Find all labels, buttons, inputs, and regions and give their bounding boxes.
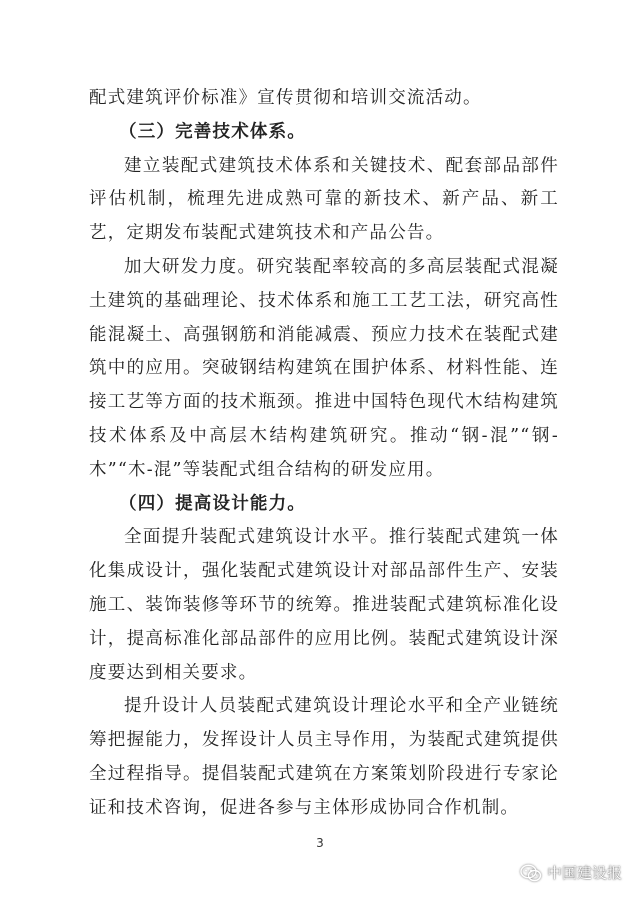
paragraph-tech-system: 建立装配式建筑技术体系和关键技术、配套部品部件评估机制，梳理先进成熟可靠的新技术、新产品、新工艺，定期发布装配式建筑技术和产品公告。 (89, 155, 559, 244)
wechat-icon (520, 864, 542, 882)
document-body (89, 82, 559, 826)
paragraph-research: 加大研发力度。研究装配率较高的多高层装配式混凝土建筑的基础理论、技术体系和施工工艺工法，研究高性能混凝土、高强钢筋和消能减震、预应力技术在装配式建筑中的应用。突破钢结构建筑在围护体系、材料性能、连接工艺等方面的技术瓶颈。推进中国特色现代木结构建筑技术体系及中高层木结构建筑研究。推动“钢-混”“钢-木”“木-混”等装配式组合结构的研发应用。 (89, 256, 559, 480)
section-heading-4: （四）提高设计能力。 (119, 493, 306, 514)
page-number: 3 (316, 836, 324, 850)
watermark (520, 862, 622, 883)
section-heading-3: （三）完善技术体系。 (119, 121, 306, 142)
watermark-text: 中国建设报 (546, 864, 622, 882)
paragraph-design-level: 全面提升装配式建筑设计水平。推行装配式建筑一体化集成设计，强化装配式建筑设计对部品部件生产、安装施工、装饰装修等环节的统筹。推进装配式建筑标准化设计，提高标准化部品部件的应用比例。装配式建筑设计深度要达到相关要求。 (89, 527, 559, 683)
paragraph-designer-ability: 提升设计人员装配式建筑设计理论水平和全产业链统筹把握能力，发挥设计人员主导作用，为装配式建筑提供全过程指导。提倡装配式建筑在方案策划阶段进行专家论证和技术咨询，促进各参与主体形成协同合作机制。 (89, 696, 559, 818)
paragraph-continuation: 配式建筑评价标准》宣传贯彻和培训交流活动。 (89, 88, 482, 108)
